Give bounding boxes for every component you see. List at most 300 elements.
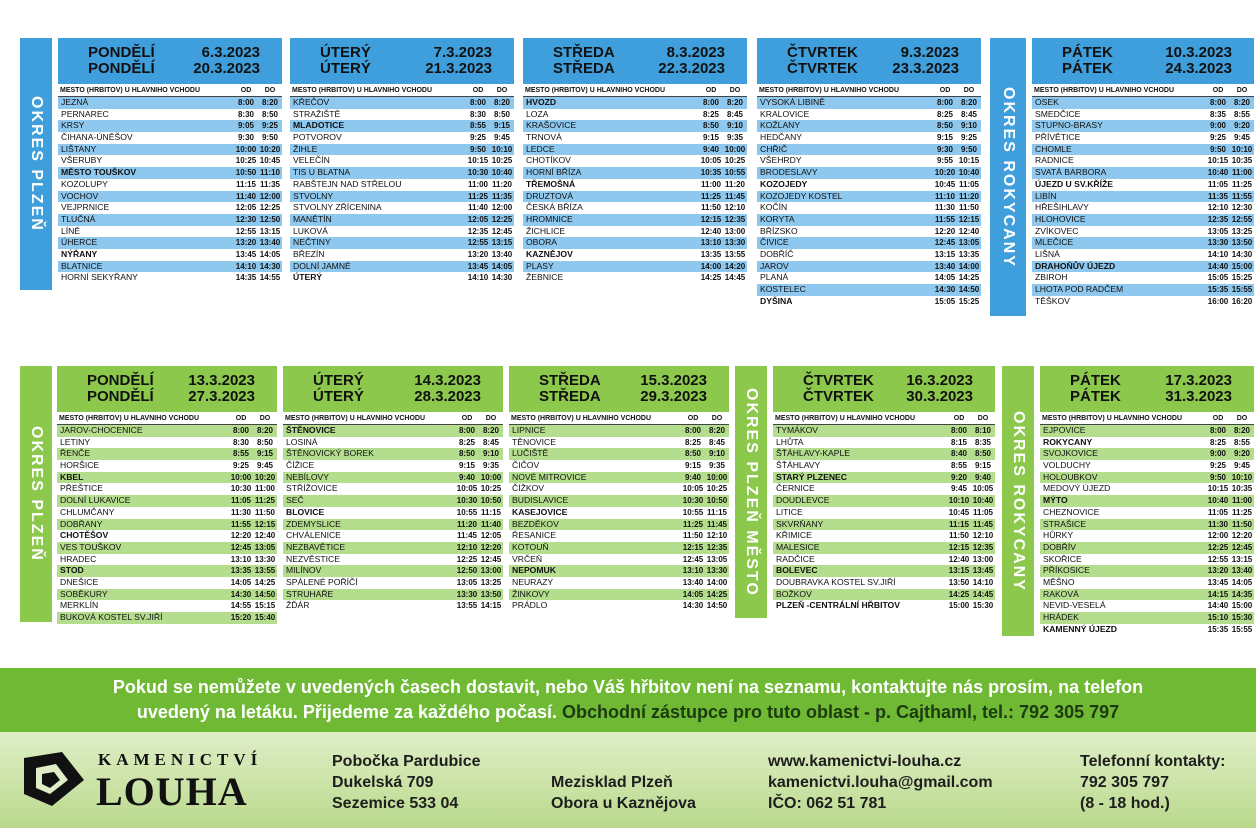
table-row [523,109,747,121]
time-to: 11:40 [480,519,502,529]
table-row [509,577,729,589]
table-row [523,97,747,109]
time-to: 10:40 [972,496,994,506]
table-row [290,132,514,144]
time-from: 14:40 [1207,261,1229,271]
time-to: 10:45 [259,156,281,166]
time-from: 8:50 [936,121,953,131]
table-row [58,237,282,249]
time-to: 12:25 [259,203,281,213]
table-row [509,437,729,449]
time-from: 8:00 [1209,426,1226,435]
time-to: 8:20 [726,98,743,107]
day-header [757,38,981,84]
table-row [1032,284,1254,296]
table-row [57,612,277,624]
table-row [1032,202,1254,214]
time-from: 13:10 [230,554,252,564]
place-name: BEZDĚKOV [512,518,559,529]
time-from: 13:45 [235,249,257,259]
time-to: 12:35 [706,542,728,552]
day-name: ČTVRTEK [803,388,874,405]
table-row [757,120,981,132]
time-to: 13:00 [972,554,994,564]
table-row [773,565,995,577]
time-to: 12:30 [1231,203,1253,213]
time-from: 12:15 [948,542,970,552]
day-name: PÁTEK [1062,44,1113,61]
time-to: 15:30 [1231,613,1253,622]
notice-line-2a: uvedený na letáku. Přijedeme za každého počasí. [136,702,558,722]
table-row [57,519,277,531]
time-to: 10:25 [480,484,502,494]
place-name: TĚNOVICE [512,436,556,447]
place-name: ČÍŽKOV [512,483,544,494]
place-name: NEURAZY [512,576,554,587]
table-row [1040,600,1254,612]
time-to: 13:30 [706,566,728,576]
time-from: 13:20 [1207,566,1229,576]
day-header [523,38,747,84]
time-to: 10:20 [259,144,281,154]
time-to: 10:25 [706,484,728,494]
place-name: ÚHERCE [61,237,98,248]
time-to: 14:20 [724,261,746,271]
time-to: 10:55 [724,168,746,178]
time-to: 11:20 [958,191,980,201]
time-to: 10:00 [480,472,502,482]
column-header: MĚSTO (HŘBITOV) U HLAVNÍHO VCHODU OD DO [509,412,729,425]
time-from: 8:25 [458,437,475,447]
time-to: 13:05 [254,542,276,552]
place-name: HEDČANY [760,132,803,143]
time-to: 16:20 [1231,296,1253,306]
time-to: 10:40 [491,168,513,178]
time-from: 12:05 [235,203,257,213]
time-from: 9:30 [936,144,953,154]
time-from: 8:00 [702,98,719,107]
table-row [57,600,277,612]
place-name: MLADOTICE [293,120,345,131]
place-name: PERNAREC [61,108,109,119]
time-to: 10:00 [706,472,728,482]
time-to: 9:15 [974,461,991,471]
branch-pardubice: Pobočka Pardubice Dukelská 709 Sezemice 533 04 [332,753,481,812]
time-from: 11:05 [230,496,252,506]
table-row [523,167,747,179]
table-row [58,155,282,167]
time-from: 15:05 [1207,273,1229,283]
column-header: MĚSTO (HŘBITOV) U HLAVNÍHO VCHODU OD DO [58,84,282,97]
place-name: KASEJOVICE [512,506,568,517]
time-from: 13:40 [934,261,956,271]
time-from: 14:30 [934,285,956,294]
place-name: RABŠTEJN NAD STŘELOU [293,178,402,189]
table-row [1040,472,1254,484]
place-name: STRAŠICE [1043,518,1086,529]
time-from: 10:10 [948,496,970,506]
table-row [1040,624,1254,636]
time-from: 10:30 [230,484,252,494]
table-row [1032,179,1254,191]
table-row [1040,448,1254,460]
table-row [290,202,514,214]
time-to: 11:25 [1231,507,1253,517]
time-from: 10:00 [230,472,252,482]
time-from: 15:35 [1207,285,1229,294]
place-name: NOVÉ MITROVICE [512,471,587,482]
time-from: 8:50 [458,449,475,459]
time-to: 9:45 [493,133,510,143]
place-name: DOBŘANY [60,518,103,529]
time-from: 14:35 [235,273,257,283]
time-from: 12:25 [456,554,478,564]
time-to: 13:30 [254,554,276,564]
time-to: 13:35 [958,249,980,259]
time-to: 8:55 [1233,437,1250,447]
place-name: PLANÁ [760,272,789,283]
column-header: MĚSTO (HŘBITOV) U HLAVNÍHO VCHODU OD DO [283,412,503,425]
place-name: NEZBAVĚTICE [286,541,346,552]
place-name: VEJPRNICE [61,202,110,213]
time-from: 8:30 [232,437,249,447]
time-from: 10:45 [934,179,956,189]
place-name: ŽICHLICE [526,225,566,236]
table-row [283,483,503,495]
table-row [509,519,729,531]
place-name: KRAŠOVICE [526,120,577,131]
place-name: ŠŤÁHLAVY [776,460,821,471]
place-name: ŽEBNICE [526,272,564,283]
day-date: 27.3.2023 [188,388,255,405]
time-to: 10:40 [958,168,980,178]
table-row [283,460,503,472]
table-row [283,495,503,507]
place-name: MLEČICE [1035,237,1074,248]
time-to: 10:10 [491,144,513,154]
time-to: 11:15 [706,507,728,517]
time-to: 13:25 [480,577,502,587]
place-name: LETINY [60,436,91,447]
place-name: HRADEC [60,553,97,564]
table-row [757,167,981,179]
day-name: PONDĚLÍ [87,372,154,389]
region-label: OKRES ROKYCANY [1010,410,1027,592]
time-from: 8:55 [232,449,249,459]
place-name: BŘEZÍN [293,248,325,259]
time-from: 10:55 [682,507,704,517]
time-to: 13:50 [480,589,502,599]
time-from: 9:30 [237,133,254,143]
place-name: LIŠNÁ [1035,248,1060,259]
table-row [1032,132,1254,144]
place-name: CHOTÍKOV [526,155,571,166]
table-row [509,483,729,495]
table-row [1032,120,1254,132]
table-row [283,565,503,577]
time-to: 8:50 [256,437,273,447]
time-from: 8:00 [458,426,475,435]
place-name: ZDEMYSLICE [286,518,341,529]
table-row [57,554,277,566]
table-row [58,132,282,144]
place-name: DYŠINA [760,295,793,306]
time-from: 9:45 [950,484,967,494]
place-name: LHŮTA [776,436,804,447]
table-row [773,483,995,495]
time-from: 11:25 [682,519,704,529]
time-from: 8:00 [1209,98,1226,107]
place-name: LUKOVÁ [293,225,328,236]
time-to: 13:15 [491,238,513,248]
place-name: HOLOUBKOV [1043,471,1098,482]
table-row [57,483,277,495]
table-row [283,600,503,612]
time-from: 8:55 [469,121,486,131]
day-name: STŘEDA [553,60,615,77]
time-to: 15:15 [254,601,276,611]
time-from: 15:35 [1207,624,1229,634]
place-name: KOŽLANY [760,120,801,131]
place-name: BOLEVEC [776,565,818,576]
table-row [57,565,277,577]
place-name: NEBÍLOVY [286,471,329,482]
day-name: STŘEDA [539,388,601,405]
place-name: STUPNO-BRASY [1035,120,1103,131]
place-name: KOČÍN [760,202,788,213]
place-name: SEČ [286,495,304,506]
table-row [57,577,277,589]
day-date: 14.3.2023 [414,372,481,389]
time-to: 11:05 [972,507,994,517]
time-to: 15:00 [1231,261,1253,271]
column-header: MĚSTO (HŘBITOV) U HLAVNÍHO VCHODU OD DO [523,84,747,97]
table-row [290,249,514,261]
place-name: TRNOVÁ [526,132,562,143]
table-row [1032,155,1254,167]
time-from: 11:35 [1207,191,1229,201]
region-band-plzen [20,366,52,622]
day-schedule [773,366,995,612]
table-row [1040,437,1254,449]
time-to: 9:15 [493,121,510,131]
place-name: ČIČOV [512,460,540,471]
time-from: 9:15 [936,133,953,143]
time-from: 13:45 [467,261,489,271]
table-row [58,261,282,273]
place-name: KOZOJEDY KOSTEL [760,190,843,201]
place-name: HŮRKY [1043,530,1074,541]
table-row [57,507,277,519]
time-to: 14:55 [259,273,281,283]
time-from: 14:10 [235,261,257,271]
website-link[interactable]: www.kamenictvi-louha.cz [768,753,962,770]
time-to: 9:45 [1233,133,1250,143]
table-row [283,530,503,542]
time-from: 8:40 [950,449,967,459]
place-name: VYSOKÁ LIBINĚ [760,97,825,107]
table-row [773,507,995,519]
table-row [757,261,981,273]
region-label: OKRES PLZEŇ MĚSTO [743,387,760,597]
time-to: 8:45 [708,437,725,447]
time-to: 12:45 [1231,542,1253,552]
time-to: 11:20 [724,179,746,189]
table-row [1040,460,1254,472]
table-row [773,437,995,449]
place-name: SMEDČICE [1035,108,1081,119]
table-row [523,132,747,144]
table-row [773,519,995,531]
place-name: KŘIMICE [776,530,812,541]
time-to: 9:20 [1233,121,1250,131]
time-to: 12:35 [724,214,746,224]
place-name: TYMÁKOV [776,425,819,435]
time-from: 8:00 [684,426,701,435]
place-name: KRSY [61,120,85,131]
table-row [1032,191,1254,203]
time-from: 12:25 [1207,542,1229,552]
time-from: 13:50 [948,577,970,587]
time-to: 14:00 [958,261,980,271]
time-to: 11:45 [972,519,994,529]
time-from: 10:40 [1207,168,1229,178]
column-header: MĚSTO (HŘBITOV) U HLAVNÍHO VCHODU OD DO [1032,84,1254,97]
time-from: 12:00 [1207,531,1229,541]
day-date: 9.3.2023 [900,44,959,61]
table-row [283,554,503,566]
day-name: PÁTEK [1070,388,1121,405]
day-schedule [58,38,282,284]
time-to: 8:35 [974,437,991,447]
table-row [509,589,729,601]
place-name: ŽINKOVY [512,588,550,599]
day-date: 30.3.2023 [906,388,973,405]
table-row [58,191,282,203]
table-row [57,437,277,449]
table-row [757,284,981,296]
time-from: 9:05 [237,121,254,131]
place-name: SOBĚKURY [60,588,108,599]
time-to: 11:35 [259,179,281,189]
time-from: 12:55 [467,238,489,248]
place-name: CHOMLE [1035,143,1072,154]
time-from: 10:55 [456,507,478,517]
time-from: 9:00 [1209,121,1226,131]
day-name: STŘEDA [539,372,601,389]
column-header: MĚSTO (HŘBITOV) U HLAVNÍHO VCHODU OD DO [773,412,995,425]
time-to: 10:05 [972,484,994,494]
time-from: 11:00 [467,179,489,189]
time-to: 11:25 [254,496,276,506]
time-from: 12:10 [1207,203,1229,213]
time-from: 10:15 [467,156,489,166]
time-to: 12:50 [259,214,281,224]
time-to: 10:00 [724,144,746,154]
time-to: 14:45 [972,589,994,599]
time-to: 8:50 [261,109,278,119]
table-row [523,202,747,214]
email-link[interactable]: kamenictvi.louha@gmail.com [768,774,993,791]
column-header: MĚSTO (HŘBITOV) U HLAVNÍHO VCHODU OD DO [290,84,514,97]
time-to: 14:05 [1231,577,1253,587]
time-to: 12:45 [480,554,502,564]
table-row [509,425,729,437]
place-name: ZVÍKOVEC [1035,225,1079,236]
table-row [509,507,729,519]
table-row [58,202,282,214]
day-schedule [290,38,514,284]
table-row [1040,425,1254,437]
time-from: 8:00 [469,98,486,107]
time-from: 11:05 [1207,179,1229,189]
table-row [757,226,981,238]
table-row [290,261,514,273]
time-to: 8:20 [708,426,725,435]
day-name: PONDĚLÍ [87,388,154,405]
place-name: SPÁLENÉ POŘÍČÍ [286,576,358,587]
place-name: OBORA [526,237,558,248]
time-to: 12:55 [1231,214,1253,224]
time-from: 15:00 [948,601,970,611]
day-name: ÚTERÝ [320,60,371,77]
place-name: VRČEŇ [512,553,543,564]
day-schedule [283,366,503,612]
time-from: 14:05 [230,577,252,587]
column-header: MĚSTO (HŘBITOV) U HLAVNÍHO VCHODU OD DO [57,412,277,425]
time-from: 11:30 [1207,519,1229,529]
place-name: SVOJKOVICE [1043,448,1098,459]
table-row [1032,296,1254,308]
time-from: 11:55 [934,214,956,224]
region-label: OKRES ROKYCANY [1000,86,1017,268]
time-to: 10:35 [1231,156,1253,166]
table-row [523,155,747,167]
table-row [523,179,747,191]
time-from: 13:05 [456,577,478,587]
day-date: 28.3.2023 [414,388,481,405]
time-to: 9:40 [974,472,991,482]
table-row [58,272,282,284]
table-row [58,120,282,132]
place-name: BLOVICE [286,506,325,517]
time-from: 13:10 [682,566,704,576]
day-header [1040,366,1254,412]
time-from: 11:25 [700,191,722,201]
table-row [1040,589,1254,601]
time-from: 12:30 [235,214,257,224]
time-from: 12:50 [456,566,478,576]
time-from: 14:55 [230,601,252,611]
time-to: 15:40 [254,613,276,622]
time-to: 12:15 [958,214,980,224]
time-from: 9:15 [684,461,701,471]
time-from: 9:40 [702,144,719,154]
time-from: 10:05 [700,156,722,166]
table-row [1040,495,1254,507]
place-name: STARÝ PLZENEC [776,471,847,482]
table-row [757,109,981,121]
time-to: 13:15 [1231,554,1253,564]
time-from: 8:00 [950,426,967,435]
table-row [1032,249,1254,261]
day-date: 20.3.2023 [193,60,260,77]
time-to: 12:10 [724,203,746,213]
table-row [523,226,747,238]
place-name: MĚŠNO [1043,576,1075,587]
time-to: 13:55 [724,249,746,259]
table-row [57,425,277,437]
